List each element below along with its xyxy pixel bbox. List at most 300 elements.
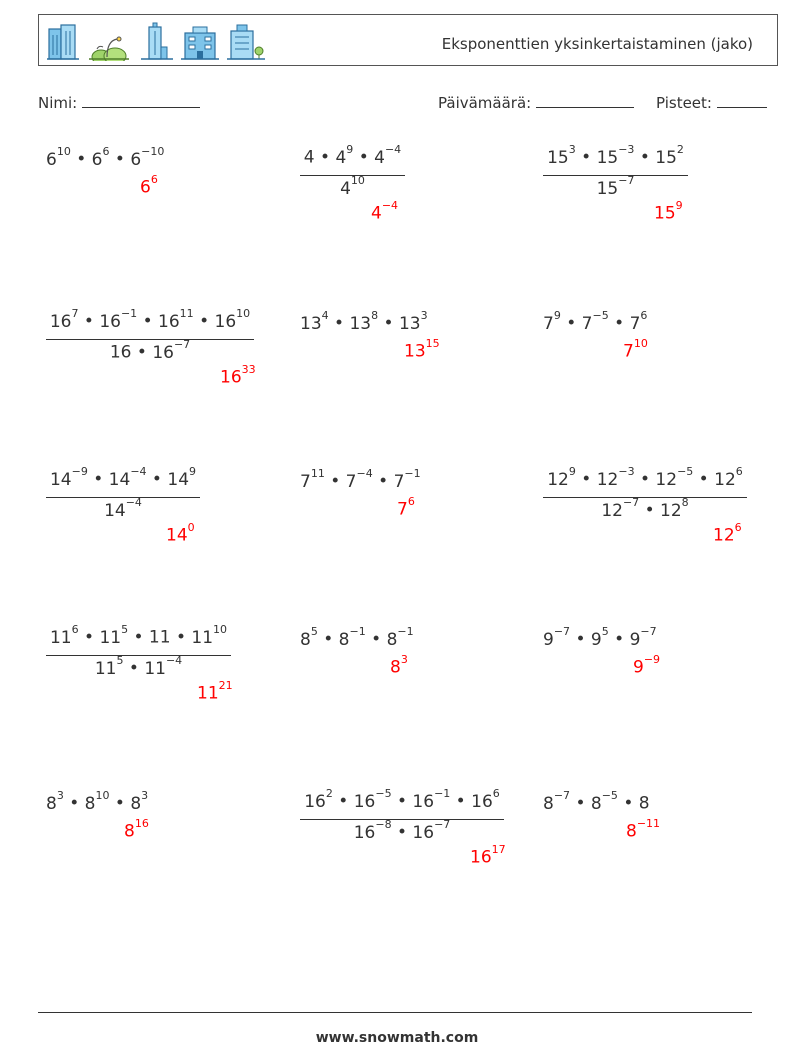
power-term	[547, 465, 576, 490]
base: 14	[49, 469, 72, 490]
multiply-dot: •	[328, 313, 350, 334]
fraction-bar	[543, 175, 688, 176]
multiply-dot: •	[332, 791, 354, 812]
exponent: 4	[321, 309, 329, 322]
answer-base: 7	[623, 341, 634, 362]
office-building-icon	[181, 27, 219, 59]
power-term	[49, 623, 79, 648]
base: 13	[349, 313, 372, 334]
multiply-dot: •	[317, 629, 339, 650]
answer-base: 4	[371, 203, 382, 224]
base: 8	[386, 629, 398, 650]
answer-exponent: 3	[400, 653, 408, 666]
multiply-dot: •	[639, 500, 661, 521]
exponent: 6	[735, 465, 743, 478]
base: 9	[543, 629, 554, 650]
base: 16	[152, 342, 174, 363]
multiply-dot: •	[137, 311, 159, 332]
base: 7	[629, 313, 641, 334]
exponent: 6	[71, 623, 79, 636]
answer	[654, 199, 683, 224]
denominator	[300, 174, 405, 199]
exponent: 3	[56, 789, 64, 802]
answer	[220, 363, 256, 388]
power-term	[99, 307, 138, 332]
multiply-dot: •	[391, 822, 413, 843]
power-term	[543, 309, 561, 334]
exponent: 6	[492, 787, 500, 800]
answer-exponent: 6	[407, 495, 415, 508]
exponent: −1	[397, 625, 414, 638]
exponent: 10	[95, 789, 110, 802]
footer-divider	[38, 1012, 752, 1013]
exponent: −4	[125, 496, 142, 509]
answer-exponent: 6	[150, 173, 158, 186]
answer	[623, 337, 648, 362]
exponent: −8	[375, 818, 392, 831]
power-term	[104, 496, 142, 521]
exponent: 11	[310, 467, 325, 480]
exponent: −7	[173, 338, 191, 351]
answer-exponent: 16	[134, 817, 149, 830]
power-term	[412, 818, 451, 843]
power-term	[386, 625, 414, 650]
base: 16	[412, 822, 435, 843]
exponent: 5	[601, 625, 609, 638]
answer-exponent: 15	[425, 337, 440, 350]
answer-base: 7	[397, 499, 408, 520]
score-label: Pisteet:	[656, 94, 712, 112]
base: 16	[353, 822, 376, 843]
base: 13	[300, 313, 322, 334]
base: 14	[104, 500, 126, 521]
expression	[543, 625, 657, 650]
answer-base: 8	[626, 821, 637, 842]
base: 16	[49, 311, 72, 332]
multiply-dot: •	[570, 793, 591, 814]
multiply-dot: •	[634, 147, 656, 168]
multiply-dot: •	[450, 791, 472, 812]
multiply-dot: •	[63, 793, 85, 814]
base: 8	[46, 793, 57, 814]
numerator	[46, 623, 231, 648]
exponent: 10	[56, 145, 71, 158]
answer	[124, 817, 149, 842]
power-term	[629, 625, 657, 650]
answer	[404, 337, 440, 362]
expression	[543, 309, 648, 334]
exponent: 9	[189, 465, 197, 478]
power-term	[655, 143, 684, 168]
denominator	[543, 174, 688, 199]
power-term	[338, 625, 366, 650]
worksheet-title: Eksponenttien yksinkertaistaminen (jako)	[441, 35, 753, 53]
answer-base: 13	[404, 341, 426, 362]
exponent: −7	[434, 818, 451, 831]
base: 12	[601, 500, 623, 521]
power-term	[94, 654, 124, 679]
power-term	[144, 654, 183, 679]
answer-base: 8	[390, 657, 401, 678]
exponent: −5	[375, 787, 392, 800]
answer-base: 12	[713, 525, 735, 546]
base: 12	[596, 469, 619, 490]
answer-base: 16	[470, 847, 492, 868]
answer	[390, 653, 408, 678]
exponent: −4	[356, 467, 373, 480]
exponent: −7	[553, 789, 571, 802]
exponent: 5	[310, 625, 318, 638]
base: 8	[130, 793, 142, 814]
multiply-dot: •	[146, 469, 168, 490]
multiply-dot: •	[391, 791, 413, 812]
power-term	[639, 794, 650, 814]
multiply-dot: •	[123, 658, 145, 679]
numerator	[300, 787, 504, 812]
multiply-dot: •	[87, 469, 109, 490]
base: 8	[84, 793, 96, 814]
power-term	[353, 787, 392, 812]
exponent: −3	[618, 143, 635, 156]
expression	[300, 625, 414, 650]
base: 16	[353, 791, 376, 812]
base: 11	[144, 658, 166, 679]
header-icons	[45, 21, 275, 61]
exponent: −7	[553, 625, 571, 638]
power-term	[714, 465, 743, 490]
power-term	[353, 818, 392, 843]
answer-base: 16	[220, 367, 242, 388]
answer-exponent: 9	[675, 199, 683, 212]
fraction-bar	[543, 497, 747, 498]
power-term	[108, 465, 147, 490]
power-term	[543, 789, 571, 814]
multiply-dot: •	[353, 147, 375, 168]
power-term	[660, 496, 689, 521]
power-term	[110, 343, 132, 363]
base: 15	[596, 147, 619, 168]
exponent: −1	[349, 625, 366, 638]
multiply-dot: •	[693, 469, 715, 490]
power-term	[46, 145, 71, 170]
exponent: 3	[568, 143, 576, 156]
exponent: −4	[165, 654, 183, 667]
exponent: 10	[236, 307, 251, 320]
base: 15	[655, 147, 677, 168]
exponent: 2	[676, 143, 684, 156]
numerator	[46, 465, 200, 490]
exponent: 10	[213, 623, 228, 636]
power-term	[49, 465, 88, 490]
base: 6	[130, 149, 142, 170]
answer-exponent: 33	[241, 363, 256, 376]
power-term	[49, 307, 79, 332]
base: 7	[345, 471, 357, 492]
power-term	[84, 789, 110, 814]
base: 16	[158, 311, 180, 332]
power-term	[340, 174, 365, 199]
power-term	[581, 309, 609, 334]
base: 9	[629, 629, 641, 650]
multiply-dot: •	[78, 627, 100, 648]
exponent: −7	[640, 625, 657, 638]
name-blank[interactable]	[82, 95, 200, 108]
base: 16	[412, 791, 435, 812]
power-term	[601, 496, 640, 521]
multiply-dot: •	[575, 469, 597, 490]
power-term	[471, 787, 500, 812]
base: 16	[109, 342, 132, 363]
power-term	[655, 465, 694, 490]
base: 16	[304, 791, 326, 812]
power-term	[152, 338, 191, 363]
building-icon	[47, 25, 79, 59]
exponent: −5	[592, 309, 609, 322]
answer-exponent: −4	[381, 199, 399, 212]
answer-base: 8	[124, 821, 135, 842]
score-field[interactable]	[656, 94, 767, 112]
base: 11	[148, 627, 171, 648]
base: 12	[655, 469, 678, 490]
base: 8	[590, 793, 602, 814]
answer-exponent: −9	[643, 653, 661, 666]
exponent: 5	[116, 654, 124, 667]
base: 16	[471, 791, 493, 812]
footer-url: www.snowmath.com	[315, 1030, 479, 1046]
base: 7	[581, 313, 593, 334]
base: 6	[46, 149, 57, 170]
base: 15	[596, 178, 619, 199]
exponent: −1	[120, 307, 138, 320]
power-term	[547, 143, 576, 168]
base: 7	[393, 471, 405, 492]
name-field[interactable]	[38, 94, 200, 112]
multiply-dot: •	[634, 469, 656, 490]
expression	[543, 789, 650, 814]
exponent: 3	[141, 789, 149, 802]
base: 8	[543, 793, 554, 814]
exponent: 6	[640, 309, 648, 322]
date-blank[interactable]	[536, 95, 634, 108]
denominator	[543, 496, 747, 521]
exponent: 5	[121, 623, 129, 636]
multiply-dot: •	[193, 311, 215, 332]
multiply-dot: •	[608, 629, 630, 650]
base: 11	[99, 627, 122, 648]
answer	[166, 521, 195, 546]
exponent: −5	[601, 789, 618, 802]
city-building-icon	[227, 25, 265, 59]
exponent: 9	[568, 465, 576, 478]
multiply-dot: •	[372, 471, 394, 492]
exponent: −9	[71, 465, 88, 478]
denominator	[46, 338, 254, 363]
multiply-dot: •	[365, 629, 387, 650]
base: 15	[547, 147, 569, 168]
base: 14	[167, 469, 190, 490]
answer	[626, 817, 661, 842]
exponent: −10	[141, 145, 165, 158]
multiply-dot: •	[109, 793, 131, 814]
multiply-dot: •	[131, 342, 153, 363]
power-term	[130, 145, 165, 170]
power-term	[149, 628, 171, 648]
power-term	[99, 623, 129, 648]
multiply-dot: •	[575, 147, 597, 168]
exponent: 2	[325, 787, 333, 800]
date-label: Päivämäärä:	[438, 94, 532, 112]
multiply-dot: •	[314, 147, 336, 168]
base: 14	[108, 469, 131, 490]
multiply-dot: •	[128, 627, 149, 648]
power-term	[300, 309, 329, 334]
multiply-dot: •	[617, 793, 639, 814]
power-term	[590, 789, 618, 814]
base: 16	[99, 311, 121, 332]
base: 4	[340, 178, 351, 199]
power-term	[596, 143, 635, 168]
multiply-dot: •	[109, 149, 131, 170]
answer	[397, 495, 415, 520]
exponent: 11	[179, 307, 194, 320]
multiply-dot: •	[70, 149, 92, 170]
base: 8	[338, 629, 350, 650]
power-term	[629, 309, 648, 334]
base: 8	[638, 793, 650, 814]
power-term	[543, 625, 571, 650]
denominator	[46, 654, 231, 679]
exponent: 6	[102, 145, 110, 158]
answer-exponent: 21	[218, 679, 233, 692]
answer-exponent: 17	[491, 843, 506, 856]
exponent: 10	[350, 174, 365, 187]
power-term	[167, 465, 197, 490]
expression	[46, 145, 165, 170]
base: 4	[374, 147, 385, 168]
multiply-dot: •	[570, 629, 591, 650]
exponent: 7	[71, 307, 79, 320]
base: 11	[191, 627, 214, 648]
power-term	[412, 787, 451, 812]
exponent: 8	[371, 309, 379, 322]
base: 11	[49, 627, 72, 648]
exponent: −3	[618, 465, 635, 478]
power-term	[335, 143, 354, 168]
fraction-bar	[46, 655, 231, 656]
denominator	[46, 496, 200, 521]
answer	[197, 679, 233, 704]
exponent: −7	[618, 174, 635, 187]
answer-exponent: −11	[636, 817, 661, 830]
exponent: 9	[553, 309, 561, 322]
power-term	[393, 467, 421, 492]
exponent: 9	[346, 143, 354, 156]
multiply-dot: •	[378, 313, 399, 334]
answer	[633, 653, 661, 678]
power-term	[91, 145, 110, 170]
answer-base: 6	[140, 177, 151, 198]
answer-base: 11	[197, 683, 219, 704]
base: 9	[590, 629, 602, 650]
answer	[470, 843, 506, 868]
base: 4	[335, 147, 347, 168]
answer-base: 9	[633, 657, 644, 678]
numerator	[46, 307, 254, 332]
answer-exponent: 6	[734, 521, 742, 534]
multiply-dot: •	[170, 627, 192, 648]
power-term	[130, 789, 149, 814]
park-icon	[89, 37, 129, 61]
expression	[300, 309, 428, 334]
numerator	[543, 143, 688, 168]
answer-exponent: 0	[187, 521, 195, 534]
tower-icon	[141, 23, 173, 59]
exponent: −4	[384, 143, 402, 156]
base: 7	[300, 471, 311, 492]
base: 12	[660, 500, 682, 521]
answer	[713, 521, 742, 546]
power-term	[596, 465, 635, 490]
base: 13	[398, 313, 421, 334]
multiply-dot: •	[78, 311, 100, 332]
power-term	[214, 307, 251, 332]
expression	[46, 789, 149, 814]
power-term	[46, 789, 64, 814]
answer	[371, 199, 399, 224]
fraction-bar	[46, 497, 200, 498]
expression	[300, 467, 421, 492]
exponent: 3	[420, 309, 428, 322]
exponent: −4	[130, 465, 147, 478]
base: 11	[94, 658, 117, 679]
power-term	[300, 467, 325, 492]
date-field[interactable]	[438, 94, 634, 112]
answer-base: 15	[654, 203, 676, 224]
power-term	[374, 143, 402, 168]
answer	[140, 173, 158, 198]
answer-base: 14	[166, 525, 188, 546]
fraction-bar	[300, 819, 504, 820]
worksheet-header	[38, 14, 778, 66]
base: 12	[714, 469, 736, 490]
numerator	[300, 143, 405, 168]
power-term	[300, 625, 318, 650]
base: 6	[91, 149, 103, 170]
exponent: −1	[434, 787, 451, 800]
base: 8	[300, 629, 311, 650]
exponent: −5	[677, 465, 694, 478]
score-blank[interactable]	[717, 95, 767, 108]
power-term	[590, 625, 609, 650]
power-term	[158, 307, 194, 332]
numerator	[543, 465, 747, 490]
exponent: −7	[622, 496, 640, 509]
denominator	[300, 818, 504, 843]
multiply-dot: •	[560, 313, 582, 334]
multiply-dot: •	[608, 313, 630, 334]
base: 4	[303, 147, 315, 168]
power-term	[398, 309, 428, 334]
fraction-bar	[46, 339, 254, 340]
base: 7	[543, 313, 554, 334]
answer-exponent: 10	[633, 337, 648, 350]
exponent: −1	[404, 467, 421, 480]
base: 12	[547, 469, 569, 490]
exponent: 8	[681, 496, 689, 509]
power-term	[304, 148, 315, 168]
power-term	[596, 174, 635, 199]
base: 16	[214, 311, 237, 332]
